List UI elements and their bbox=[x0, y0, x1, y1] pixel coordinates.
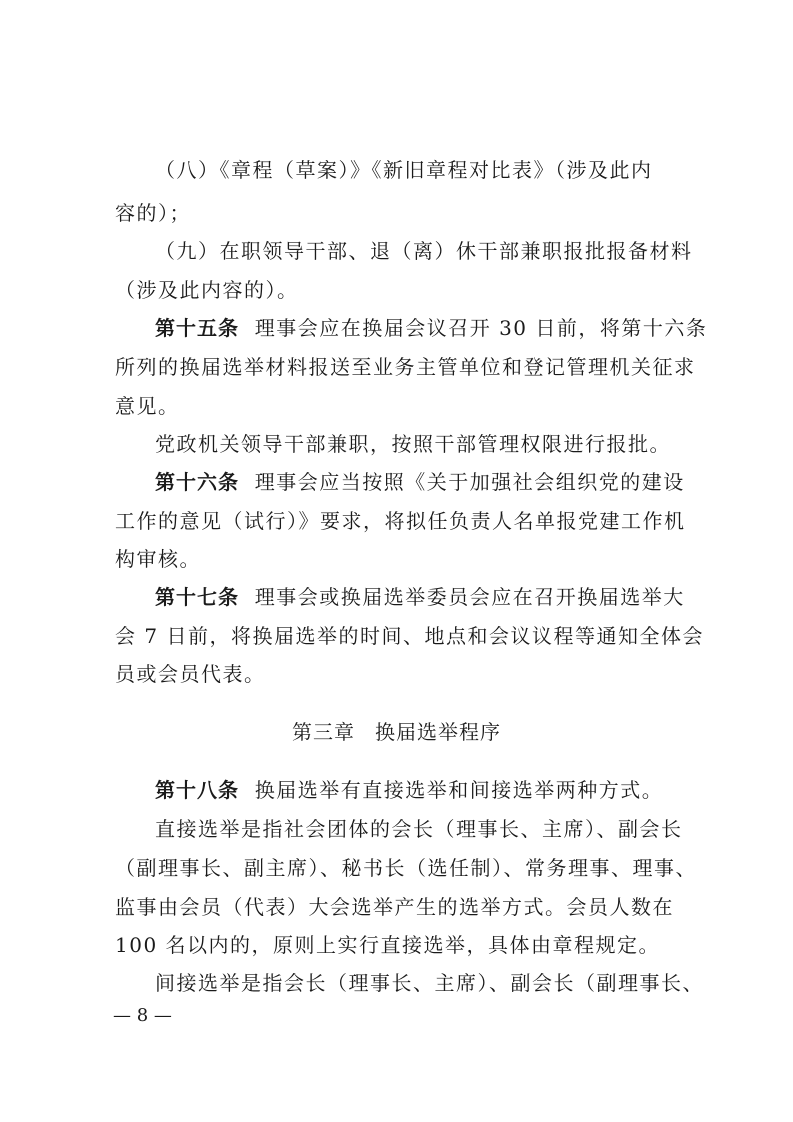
text-line: （涉及此内容的）。 bbox=[115, 278, 299, 302]
chapter-number: 第三章 bbox=[292, 720, 355, 744]
article-18-line bbox=[155, 777, 663, 803]
text-line: 工作的意见（试行）》要求，将拟任负责人名单报党建工作机 bbox=[115, 509, 686, 533]
text-line: 监事由会员（代表）大会选举产生的选举方式。会员人数在 bbox=[115, 895, 674, 919]
text-line: 100 名以内的，原则上实行直接选举，具体由章程规定。 bbox=[115, 933, 661, 957]
text-line: 换届选举有直接选举和间接选举两种方式。 bbox=[254, 778, 664, 802]
article-18-label: 第十八条 bbox=[155, 778, 239, 802]
article-16-line bbox=[155, 469, 685, 495]
text-line: （八）《章程（草案）》《新旧章程对比表》（涉及此内 bbox=[155, 158, 653, 182]
article-15-line bbox=[155, 315, 707, 341]
text-line: 直接选举是指社会团体的会长（理事长、主席）、副会长 bbox=[155, 817, 683, 841]
chapter-heading bbox=[0, 719, 793, 745]
article-17-line bbox=[155, 584, 685, 610]
text-line: （九）在职领导干部、退（离）休干部兼职报批报备材料 bbox=[155, 239, 693, 263]
text-line: 意见。 bbox=[115, 394, 180, 418]
text-line: （副理事长、副主席）、秘书长（选任制）、常务理事、理事、 bbox=[115, 856, 697, 880]
article-15-label: 第十五条 bbox=[155, 316, 239, 340]
text-line: 理事会或换届选举委员会应在召开换届选举大 bbox=[254, 585, 685, 609]
text-line: 理事会应当按照《关于加强社会组织党的建设 bbox=[254, 470, 685, 494]
text-line: 构审核。 bbox=[115, 547, 201, 571]
text-line: 间接选举是指会长（理事长、主席）、副会长（副理事长、 bbox=[155, 971, 704, 995]
text-line: 所列的换届选举材料报送至业务主管单位和登记管理机关征求 bbox=[115, 355, 696, 379]
text-line: 会 7 日前，将换届选举的时间、地点和会议议程等通知全体会 bbox=[115, 624, 704, 648]
chapter-title: 换届选举程序 bbox=[375, 720, 501, 744]
text-line: 员或会员代表。 bbox=[115, 662, 266, 686]
article-17-label: 第十七条 bbox=[155, 585, 239, 609]
article-16-label: 第十六条 bbox=[155, 470, 239, 494]
page-number: — 8 — bbox=[113, 1005, 172, 1026]
text-line: 理事会应在换届会议召开 30 日前，将第十六条 bbox=[254, 316, 708, 340]
text-line: 容的）； bbox=[115, 201, 191, 225]
text-line: 党政机关领导干部兼职，按照干部管理权限进行报批。 bbox=[155, 432, 671, 456]
